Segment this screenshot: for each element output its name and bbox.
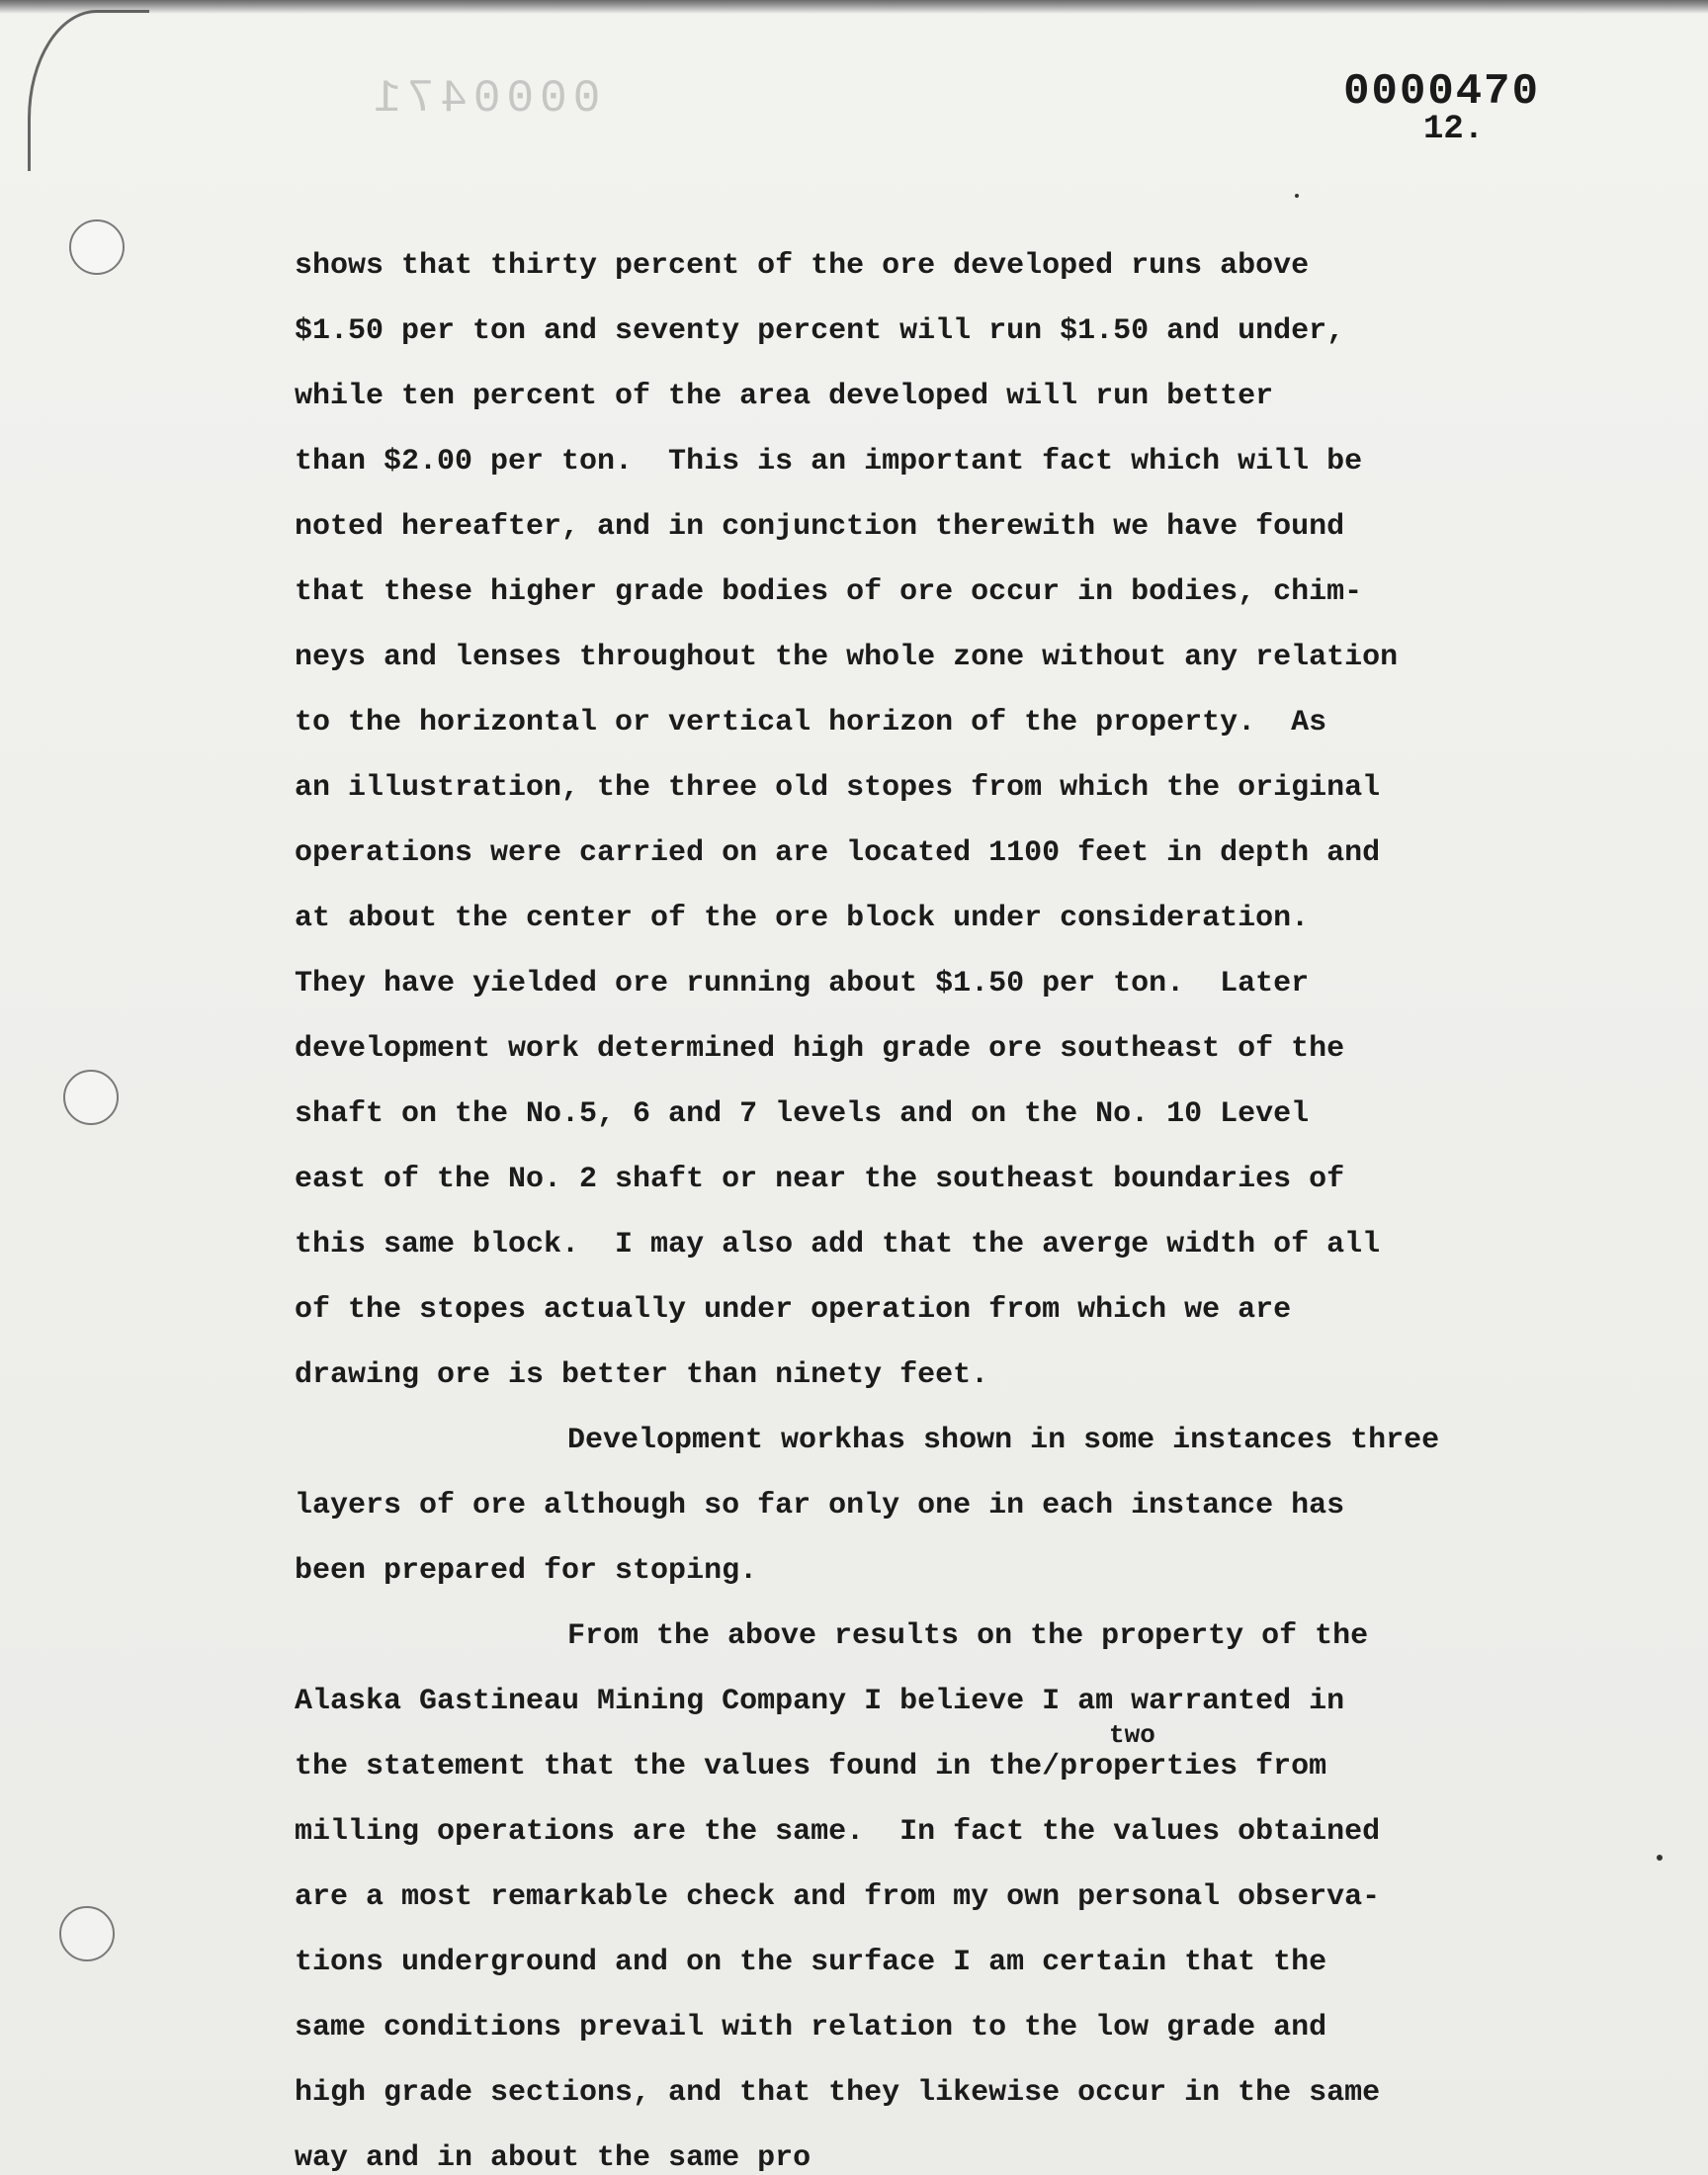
document-number: 0000470 [1343, 67, 1540, 117]
scan-speck [1657, 1855, 1663, 1861]
text-line: at about the center of the ore block under consideration. [295, 902, 1310, 935]
bleed-through-number: 0000471 [368, 73, 601, 125]
paragraph-start-line: From the above results on the property of the [567, 1619, 1369, 1653]
text-line: same conditions prevail with relation to the low grade and [295, 2011, 1327, 2044]
text-line: They have yielded ore running about $1.50 per ton. Later [295, 967, 1310, 1000]
text-line: an illustration, the three old stopes from which the original [295, 771, 1381, 805]
paragraph-start-line: Development workhas shown in some instances three [567, 1424, 1440, 1457]
text-line: noted hereafter, and in conjunction therewith we have found [295, 510, 1345, 544]
scan-speck [1295, 194, 1299, 198]
text-line: while ten percent of the area developed will run better [295, 380, 1274, 413]
punch-hole-top [69, 219, 125, 275]
text-line: neys and lenses throughout the whole zone without any relation [295, 641, 1399, 674]
text-line: Alaska Gastineau Mining Company I believe I am warranted in [295, 1685, 1345, 1718]
text-line: the statement that the values found in the/properties from [295, 1750, 1327, 1784]
text-line: milling operations are the same. In fact the values obtained [295, 1815, 1381, 1849]
page-number: 12. [1423, 111, 1485, 148]
text-line-cut-off: way and in about the same pro [295, 2141, 811, 2175]
text-line: development work determined high grade ore southeast of the [295, 1032, 1345, 1066]
text-line: are a most remarkable check and from my own personal observa- [295, 1880, 1381, 1914]
text-line: this same block. I may also add that the averge width of all [295, 1228, 1381, 1262]
text-line: operations were carried on are located 1100 feet in depth and [295, 836, 1381, 870]
text-line: that these higher grade bodies of ore occur in bodies, chim- [295, 575, 1363, 609]
text-line: $1.50 per ton and seventy percent will run $1.50 and under, [295, 314, 1345, 348]
text-line: layers of ore although so far only one in each instance has [295, 1489, 1345, 1522]
text-line: of the stopes actually under operation from which we are [295, 1293, 1292, 1327]
text-line: shows that thirty percent of the ore developed runs above [295, 249, 1310, 283]
text-line: east of the No. 2 shaft or near the southeast boundaries of [295, 1163, 1345, 1196]
text-line: drawing ore is better than ninety feet. [295, 1358, 989, 1392]
typewritten-body [295, 233, 1580, 2175]
text-line: than $2.00 per ton. This is an important fact which will be [295, 445, 1363, 478]
text-line: high grade sections, and that they likewise occur in the same [295, 2076, 1381, 2110]
punch-hole-bottom [59, 1906, 115, 1961]
text-line: to the horizontal or vertical horizon of the property. As [295, 706, 1327, 740]
punch-hole-middle [63, 1070, 119, 1125]
interlinear-insertion: two [1109, 1720, 1155, 1750]
text-line: shaft on the No.5, 6 and 7 levels and on the No. 10 Level [295, 1097, 1310, 1131]
text-line: been prepared for stoping. [295, 1554, 758, 1588]
page-corner-curl [28, 10, 149, 171]
scan-top-edge [0, 0, 1708, 14]
text-line: tions underground and on the surface I am certain that the [295, 1946, 1327, 1979]
